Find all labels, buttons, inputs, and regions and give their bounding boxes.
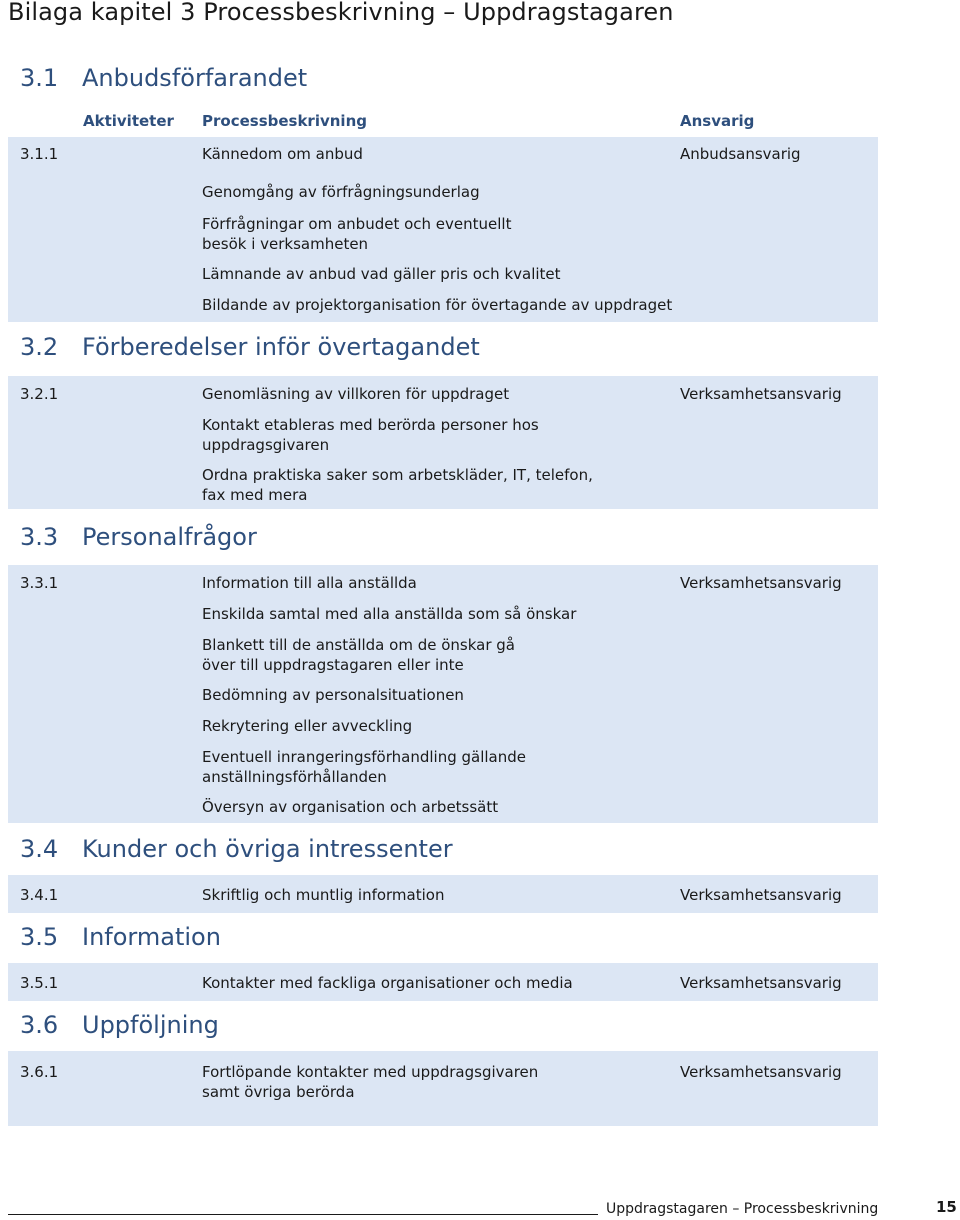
responsible-cell: Anbudsansvarig: [680, 145, 801, 163]
responsible-cell: Verksamhetsansvarig: [680, 974, 842, 992]
process-item: samt övriga berörda: [202, 1083, 355, 1101]
process-item: Enskilda samtal med alla anställda som så önskar: [202, 605, 577, 623]
process-item: Kontakt etableras med berörda personer hos: [202, 416, 539, 434]
process-item: Kännedom om anbud: [202, 145, 363, 163]
process-item: Bedömning av personalsituationen: [202, 686, 464, 704]
row-number: 3.3.1: [20, 574, 59, 592]
row-number: 3.1.1: [20, 145, 59, 163]
section-number: 3.3: [20, 523, 59, 551]
section-heading-3-5: [20, 923, 221, 951]
process-item: besök i verksamheten: [202, 235, 369, 253]
section-number: 3.2: [20, 333, 59, 361]
process-item: Lämnande av anbud vad gäller pris och kvalitet: [202, 265, 561, 283]
section-title: Anbudsförfarandet: [82, 64, 308, 92]
section-number: 3.1: [20, 64, 59, 92]
column-header-process: Processbeskrivning: [202, 112, 367, 130]
row-number: 3.4.1: [20, 886, 59, 904]
process-item: uppdragsgivaren: [202, 436, 330, 454]
section-heading-3-6: [20, 1011, 219, 1039]
section-title: Information: [82, 923, 221, 951]
section-title: Uppföljning: [82, 1011, 219, 1039]
responsible-cell: Verksamhetsansvarig: [680, 385, 842, 403]
row-number: 3.5.1: [20, 974, 59, 992]
process-item: Förfrågningar om anbudet och eventuellt: [202, 215, 512, 233]
process-item: Ordna praktiska saker som arbetskläder, IT, telefon,: [202, 466, 593, 484]
column-header-responsible: Ansvarig: [680, 112, 755, 130]
section-heading-3-4: [20, 835, 453, 863]
process-item: Rekrytering eller avveckling: [202, 717, 413, 735]
section-number: 3.6: [20, 1011, 59, 1039]
process-item: Blankett till de anställda om de önskar gå: [202, 636, 515, 654]
page-title: Bilaga kapitel 3 Processbeskrivning – Uppdragstagaren: [8, 0, 674, 26]
responsible-cell: Verksamhetsansvarig: [680, 574, 842, 592]
row-number: 3.6.1: [20, 1063, 59, 1081]
process-item: Fortlöpande kontakter med uppdragsgivaren: [202, 1063, 539, 1081]
process-item: Eventuell inrangeringsförhandling gällande: [202, 748, 526, 766]
footer-text: Uppdragstagaren – Processbeskrivning: [606, 1201, 879, 1217]
section-number: 3.4: [20, 835, 59, 863]
process-item: Skriftlig och muntlig information: [202, 886, 445, 904]
responsible-cell: Verksamhetsansvarig: [680, 886, 842, 904]
section-heading-3-1: [20, 64, 307, 92]
process-item: Genomläsning av villkoren för uppdraget: [202, 385, 510, 403]
section-number: 3.5: [20, 923, 59, 951]
footer-rule: [8, 1214, 598, 1215]
process-item: anställningsförhållanden: [202, 768, 387, 786]
section-title: Personalfrågor: [82, 523, 257, 551]
section-title: Förberedelser inför övertagandet: [82, 333, 480, 361]
process-item: Genomgång av förfrågningsunderlag: [202, 183, 480, 201]
section-title: Kunder och övriga intressenter: [82, 835, 453, 863]
process-item: Information till alla anställda: [202, 574, 417, 592]
process-item: Kontakter med fackliga organisationer och media: [202, 974, 573, 992]
process-item: Bildande av projektorganisation för övertagande av uppdraget: [202, 296, 673, 314]
process-item: Översyn av organisation och arbetssätt: [202, 798, 499, 816]
section-heading-3-2: [20, 333, 480, 361]
row-number: 3.2.1: [20, 385, 59, 403]
responsible-cell: Verksamhetsansvarig: [680, 1063, 842, 1081]
section-heading-3-3: [20, 523, 257, 551]
column-header-activities: Aktiviteter: [83, 112, 174, 130]
page-number: 15: [936, 1198, 957, 1216]
process-item: över till uppdragstagaren eller inte: [202, 656, 464, 674]
process-item: fax med mera: [202, 486, 308, 504]
